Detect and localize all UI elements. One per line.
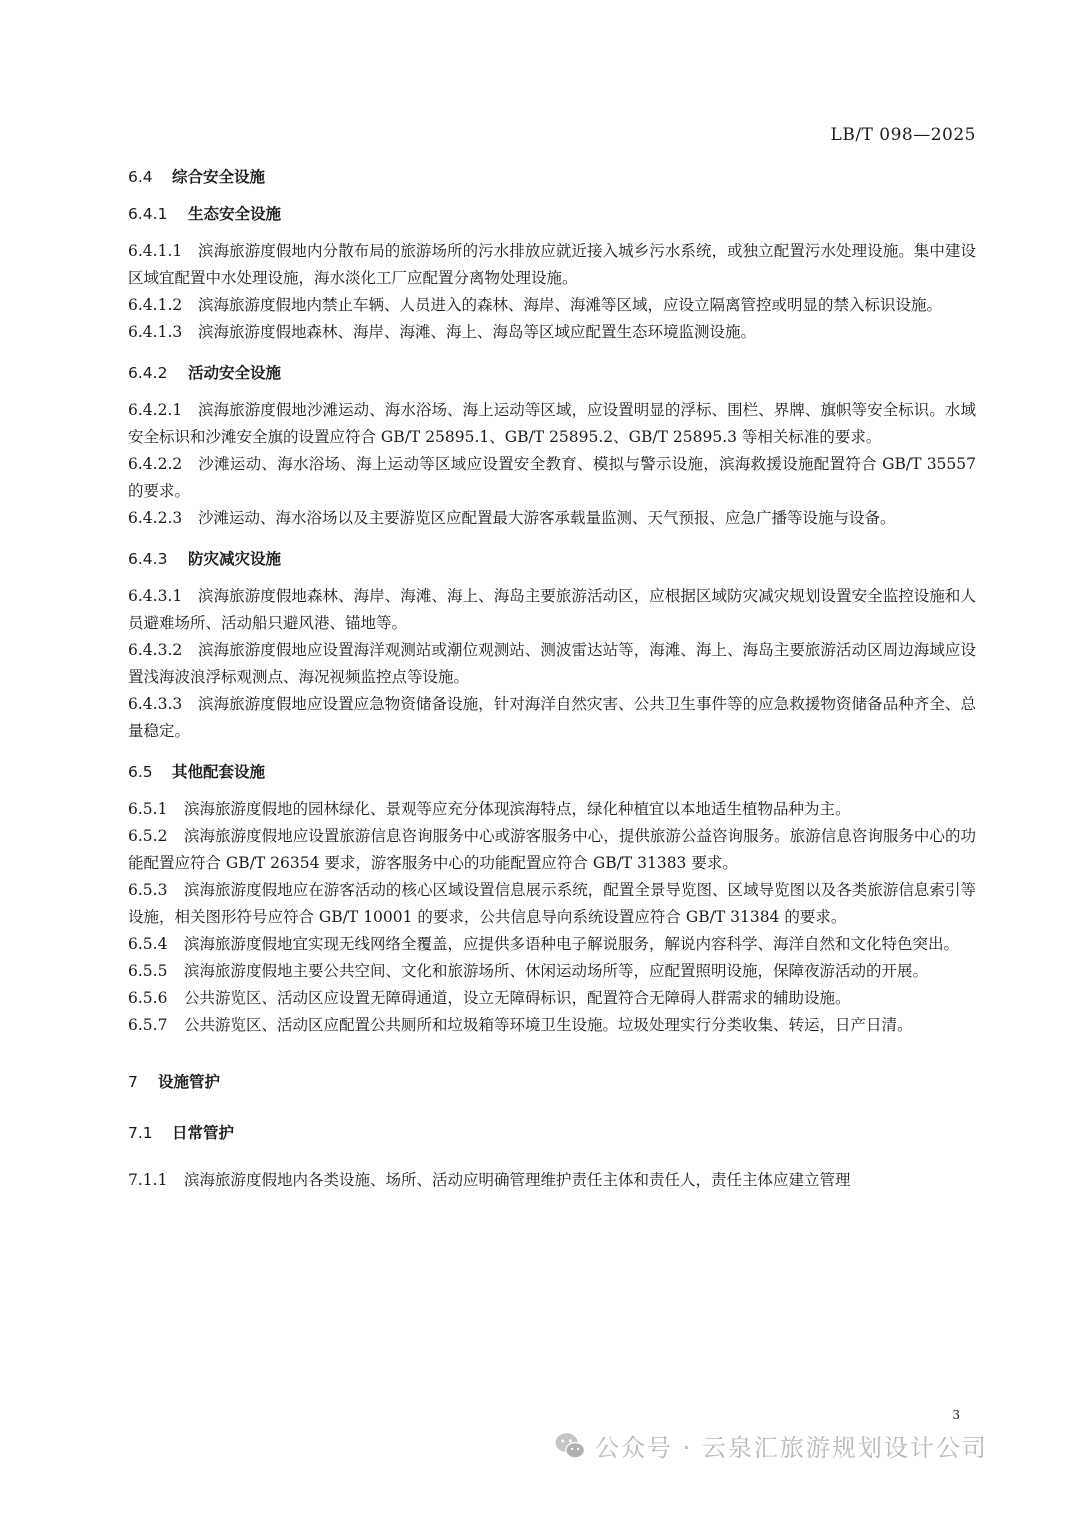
wechat-logo-icon (553, 1429, 587, 1463)
clause-paragraph: 6.4.2.2 沙滩运动、海水浴场、海上运动等区域应设置安全教育、模拟与警示设施，滨海救援设施配置符合 GB/T 35557 的要求。 (128, 455, 976, 500)
clause-paragraph: 6.5.5 滨海旅游度假地主要公共空间、文化和旅游场所、休闲运动场所等，应配置照明设施，保障夜游活动的开展。 (128, 962, 929, 980)
document-body (128, 164, 976, 1194)
clause-paragraph: 6.4.3.2 滨海旅游度假地应设置海洋观测站或潮位观测站、测波雷达站等，海滩、海上、海岛主要旅游活动区周边海域应设置浅海波浪浮标观测点、海况视频监控点等设施。 (128, 641, 976, 686)
clause-paragraph: 6.4.1.2 滨海旅游度假地内禁止车辆、人员进入的森林、海岸、海滩等区域，应设立隔离管控或明显的禁入标识设施。 (128, 296, 943, 314)
clause-paragraph: 6.4.2.3 沙滩运动、海水浴场以及主要游览区应配置最大游客承载量监测、天气预报、应急广播等设施与设备。 (128, 509, 896, 527)
clause-paragraph: 6.4.2.1 滨海旅游度假地沙滩运动、海水浴场、海上运动等区域，应设置明显的浮标、围栏、界牌、旗帜等安全标识。水域安全标识和沙滩安全旗的设置应符合 GB/T 25895.1、GB/T 25895.2、GB/T 25895.3 等相关标准的要求。 (128, 401, 976, 446)
clause-paragraph: 6.5.2 滨海旅游度假地应设置旅游信息咨询服务中心或游客服务中心，提供旅游公益咨询服务。旅游信息咨询服务中心的功能配置应符合 GB/T 26354 要求，游客服务中心的功能配置应符合 GB/T 31383 要求。 (128, 827, 976, 872)
section-heading: 7.1 日常管护 (128, 1124, 235, 1142)
section-heading: 6.5 其他配套设施 (128, 763, 266, 781)
watermark-text: 公众号 · 云泉汇旅游规划设计公司 (595, 1434, 988, 1462)
clause-paragraph: 6.5.1 滨海旅游度假地的园林绿化、景观等应充分体现滨海特点，绿化种植宜以本地适生植物品种为主。 (128, 800, 851, 818)
clause-paragraph: 6.4.1.1 滨海旅游度假地内分散布局的旅游场所的污水排放应就近接入城乡污水系统，或独立配置污水处理设施。集中建设区域宜配置中水处理设施，海水淡化工厂应配置分离物处理设施。 (128, 242, 976, 287)
clause-paragraph: 6.5.3 滨海旅游度假地应在游客活动的核心区域设置信息展示系统，配置全景导览图、区域导览图以及各类旅游信息索引等设施，相关图形符号应符合 GB/T 10001 的要求，公共信息导向系统设置应符合 GB/T 31384 的要求。 (128, 881, 976, 926)
standard-code: LB/T 098—2025 (830, 125, 976, 145)
clause-paragraph: 6.4.3.3 滨海旅游度假地应设置应急物资储备设施，针对海洋自然灾害、公共卫生事件等的应急救援物资储备品种齐全、总量稳定。 (128, 695, 976, 740)
page-number: 3 (952, 1408, 960, 1422)
chapter-heading: 7 设施管护 (128, 1073, 221, 1091)
section-heading: 6.4 综合安全设施 (128, 168, 266, 186)
clause-paragraph: 6.4.3.1 滨海旅游度假地森林、海岸、海滩、海上、海岛主要旅游活动区，应根据区域防灾减灾规划设置安全监控设施和人员避难场所、活动船只避风港、锚地等。 (128, 587, 976, 632)
subsection-heading: 6.4.1 生态安全设施 (128, 205, 282, 223)
subsection-heading: 6.4.3 防灾减灾设施 (128, 550, 282, 568)
clause-paragraph: 6.5.7 公共游览区、活动区应配置公共厕所和垃圾箱等环境卫生设施。垃圾处理实行分类收集、转运，日产日清。 (128, 1016, 913, 1034)
watermark (553, 1428, 988, 1463)
subsection-heading: 6.4.2 活动安全设施 (128, 364, 282, 382)
clause-paragraph: 7.1.1 滨海旅游度假地内各类设施、场所、活动应明确管理维护责任主体和责任人，责任主体应建立管理 (128, 1171, 851, 1189)
clause-paragraph: 6.5.4 滨海旅游度假地宜实现无线网络全覆盖，应提供多语种电子解说服务，解说内容科学、海洋自然和文化特色突出。 (128, 935, 960, 953)
clause-paragraph: 6.4.1.3 滨海旅游度假地森林、海岸、海滩、海上、海岛等区域应配置生态环境监测设施。 (128, 323, 757, 341)
clause-paragraph: 6.5.6 公共游览区、活动区应设置无障碍通道，设立无障碍标识，配置符合无障碍人群需求的辅助设施。 (128, 989, 851, 1007)
